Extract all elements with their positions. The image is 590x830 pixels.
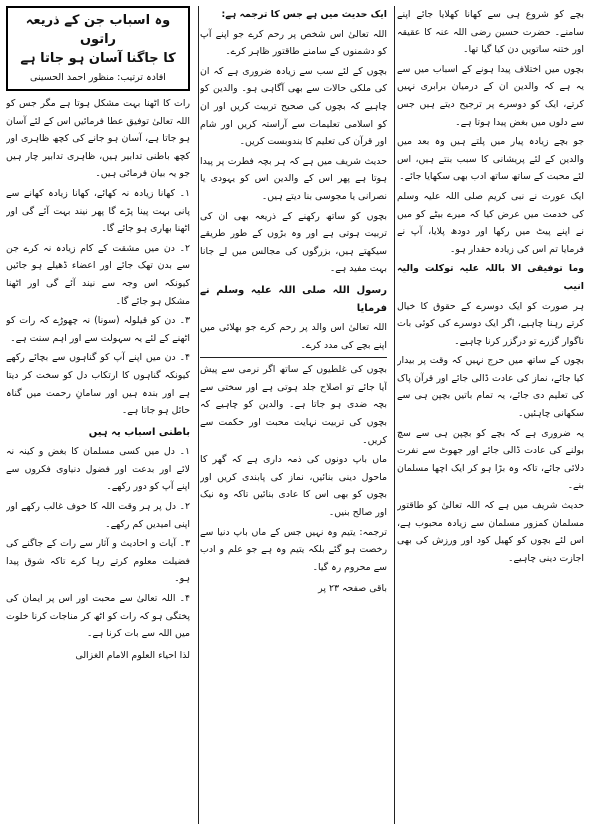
hadith-text: اللہ تعالیٰ اس شخص پر رحم کرے جو اپنے آپ کو دشمنوں کے سامنے طاقتور ظاہر کرے۔: [200, 28, 387, 58]
batini-item: ۳۔ آیات و احادیث و آثار سے رات کے جاگنے کی فضیلت معلوم کرتے رہا کرے تاکہ شوق پیدا ہو۔: [6, 538, 190, 585]
column-divider-right: [198, 6, 199, 824]
right-paragraph: ہر صورت کو ایک دوسرے کے حقوق کا خیال کرتے رہنا چاہیے، اگر ایک دوسرے کی کوئی بات ناگوار گزرے تو درگزر کرنا چاہیے۔: [397, 300, 584, 347]
article-intro: رات کا اٹھنا بہت مشکل ہوتا ہے مگر جس کو اللہ تعالیٰ توفیق عطا فرمائیں اس کے لئے آسان ہو جاتا ہے، آسان ہو جانے کی کچھ ظاہری اور کچھ باطنی تدابیر ہیں، ظاہری تدابیر چار ہیں جو یہ بیان فرمائی ہیں۔: [6, 98, 190, 180]
batini-item: ۲۔ دل پر ہر وقت اللہ کا خوف غالب رکھے اور اپنی امیدیں کم رکھے۔: [6, 501, 190, 530]
left-column: [6, 6, 190, 824]
point-item: ۳۔ دن کو قیلولہ (سونا) نہ چھوڑے کہ رات کو اٹھنے کے لئے یہ سہولت سے اور اہم سنت ہے۔: [6, 315, 190, 344]
continued-note: باقی صفحہ ۲۳ پر: [318, 583, 387, 595]
middle-column: [200, 6, 387, 824]
point-item: ۱۔ کھانا زیادہ نہ کھائے، کھانا زیادہ کھانے سے پانی بہت پینا پڑے گا پھر نیند بہت آئے گی اور اٹھنا بھاری ہو جائے گا۔: [6, 187, 190, 235]
batini-item: ۴۔ اللہ تعالیٰ سے محبت اور اس پر ایمان کی پختگی ہو کہ رات کو اٹھ کر مناجات کرنا خلوت میں اللہ سے بات کرنا ہے۔: [6, 593, 190, 640]
middle-paragraph: بچوں کو ساتھ رکھنے کے ذریعہ بھی ان کی تربیت ہوتی ہے اور وہ بڑوں کے طور طریقے سیکھتے ہیں، بزرگوں کی مجالس میں لے جانا بہت مفید ہے۔: [200, 210, 387, 275]
right-paragraph: بچے کو شروع ہی سے کھانا کھلایا جائے اپنے سامنے۔ حضرت حسین رضی اللہ عنہ کا عقیقہ اور ختنہ ساتویں دن کیا گیا تھا۔: [397, 9, 584, 56]
middle-paragraph: ترجمہ: یتیم وہ نہیں جس کے ماں باپ دنیا سے رخصت ہو گئے بلکہ یتیم وہ ہے جو علم و ادب سے محروم رہ گیا۔: [200, 526, 387, 573]
right-paragraph: بچوں میں اختلاف پیدا ہونے کے اسباب میں سے یہ ہے کہ والدین ان کے درمیان برابری نہیں کرتے، ایک کو دوسرے پر ترجیح دیتے ہیں جس سے دلوں میں بغض پیدا ہوتا ہے۔: [397, 63, 584, 128]
batini-item: ۱۔ دل میں کسی مسلمان کا بغض و کینہ نہ لائے اور بدعت اور فضول دنیاوی فکروں سے اپنے آپ کو دور رکھے۔: [6, 446, 190, 493]
point-item: ۴۔ دن میں اپنے آپ کو گناہوں سے بچائے رکھے کیونکہ گناہوں کا ارتکاب دل کو سخت کر دیتا ہے اور بندہ ہیں اور سامانِ رحمت میں گناہ حائل ہو جاتا ہے۔: [6, 352, 190, 417]
middle-paragraph: بچوں کی غلطیوں کے ساتھ اگر نرمی سے پیش آیا جائے تو اصلاح جلد ہوتی ہے اور سختی سے بچہ ضدی ہو جاتا ہے۔ والدین کو چاہیے کہ بچوں کی تربیت نہایت محبت اور حکمت سے کریں۔: [200, 364, 387, 446]
article-title-box: [6, 6, 190, 91]
batini-heading: باطنی اسباب یہ ہیں: [88, 426, 190, 438]
article-title-line-1: وہ اسباب جن کے ذریعہ راتوں: [25, 13, 171, 47]
right-paragraph: حدیث شریف میں ہے کہ اللہ تعالیٰ کو طاقتور مسلمان کمزور مسلمان سے زیادہ محبوب ہے، اس لئے بچوں کو کھیل کود اور ورزش کی بھی اجازت دینی چاہیے۔: [397, 500, 584, 564]
right-paragraph: یہ ضروری ہے کہ بچے کو بچپن ہی سے سچ بولنے کی عادت ڈالی جائے اور جھوٹ سے نفرت دلائی جائے، تاکہ وہ بڑا ہو کر ایک اچھا مسلمان بنے۔: [397, 427, 584, 492]
middle-paragraph: ماں باپ دونوں کی ذمہ داری ہے کہ گھر کا ماحول دینی بنائیں، نماز کی پابندی کریں اور بچوں کو بھی اس کا عادی بنائیں تاکہ وہ نیک اور صالح بنیں۔: [200, 454, 387, 519]
article-title-line-2: کا جاگنا آسان ہو جاتا ہے: [20, 51, 176, 66]
right-paragraph: جو بچے زیادہ پیار میں پلتے ہیں وہ بعد میں والدین کے لئے پریشانی کا سبب بنتے ہیں، اس لئے محبت کے ساتھ ساتھ ادب بھی سکھایا جائے۔: [397, 136, 584, 183]
article-source: لذا احیاء العلوم الامام الغزالی: [75, 649, 190, 661]
point-item: ۲۔ دن میں مشقت کے کام زیادہ نہ کرے جن سے بدن تھک جائے اور اعضاء ڈھیلے ہو جائیں کیونکہ اس وجہ سے نیند آئے گی اور اٹھنا مشکل ہو جائے گا۔: [6, 242, 190, 307]
hadith-label: ایک حدیث میں ہے جس کا ترجمہ ہے:: [221, 9, 387, 20]
right-paragraph: ایک عورت نے نبی کریم صلی اللہ علیہ وسلم کی خدمت میں عرض کیا کہ میرے بیٹے کو میں نے اپنے پیٹ میں رکھا اور دودھ پلایا، آپ نے فرمایا تم اس کی زیادہ حقدار ہو۔: [397, 190, 584, 255]
right-paragraph: بچوں کے ساتھ میں حرج نہیں کہ وقت پر بیدار کیا جائے، نماز کی عادت ڈالی جائے اور قرآن پاک کی تعلیم دی جائے، یہ تمام باتیں بچپن ہی سے سکھانی چاہئیں۔: [397, 355, 584, 420]
column-divider-left: [394, 6, 395, 824]
middle-paragraph: بچوں کے لئے سب سے زیادہ ضروری ہے کہ ان کی ملکی حالات سے بھی آگاہی ہو۔ والدین کو چاہیے کہ بچوں کی صحیح تربیت کریں اور ان کو اسلامی تعلیمات سے آراستہ کریں اور شام اور قرآن کی تعلیم کا بندوبست کریں۔: [200, 65, 387, 148]
article-author: افادہ ترتیب: منظور احمد الحسینی: [30, 72, 166, 83]
sub-hadith-heading: رسول اللہ صلی اللہ علیہ وسلم نے فرمایا: [200, 284, 387, 314]
right-highlight: وما توفیقی الا باللہ علیہ توکلت والیہ انیب: [397, 263, 584, 292]
sub-hadith-text: اللہ تعالیٰ اس والد پر رحم کرے جو بھلائی میں اپنے بچے کی مدد کرے۔: [200, 322, 387, 351]
middle-paragraph: حدیث شریف میں ہے کہ ہر بچہ فطرت پر پیدا ہوتا ہے پھر اس کے والدین اس کو یہودی یا نصرانی یا مجوسی بنا دیتے ہیں۔: [200, 155, 387, 202]
right-column: [397, 6, 584, 824]
section-divider: [200, 357, 387, 358]
